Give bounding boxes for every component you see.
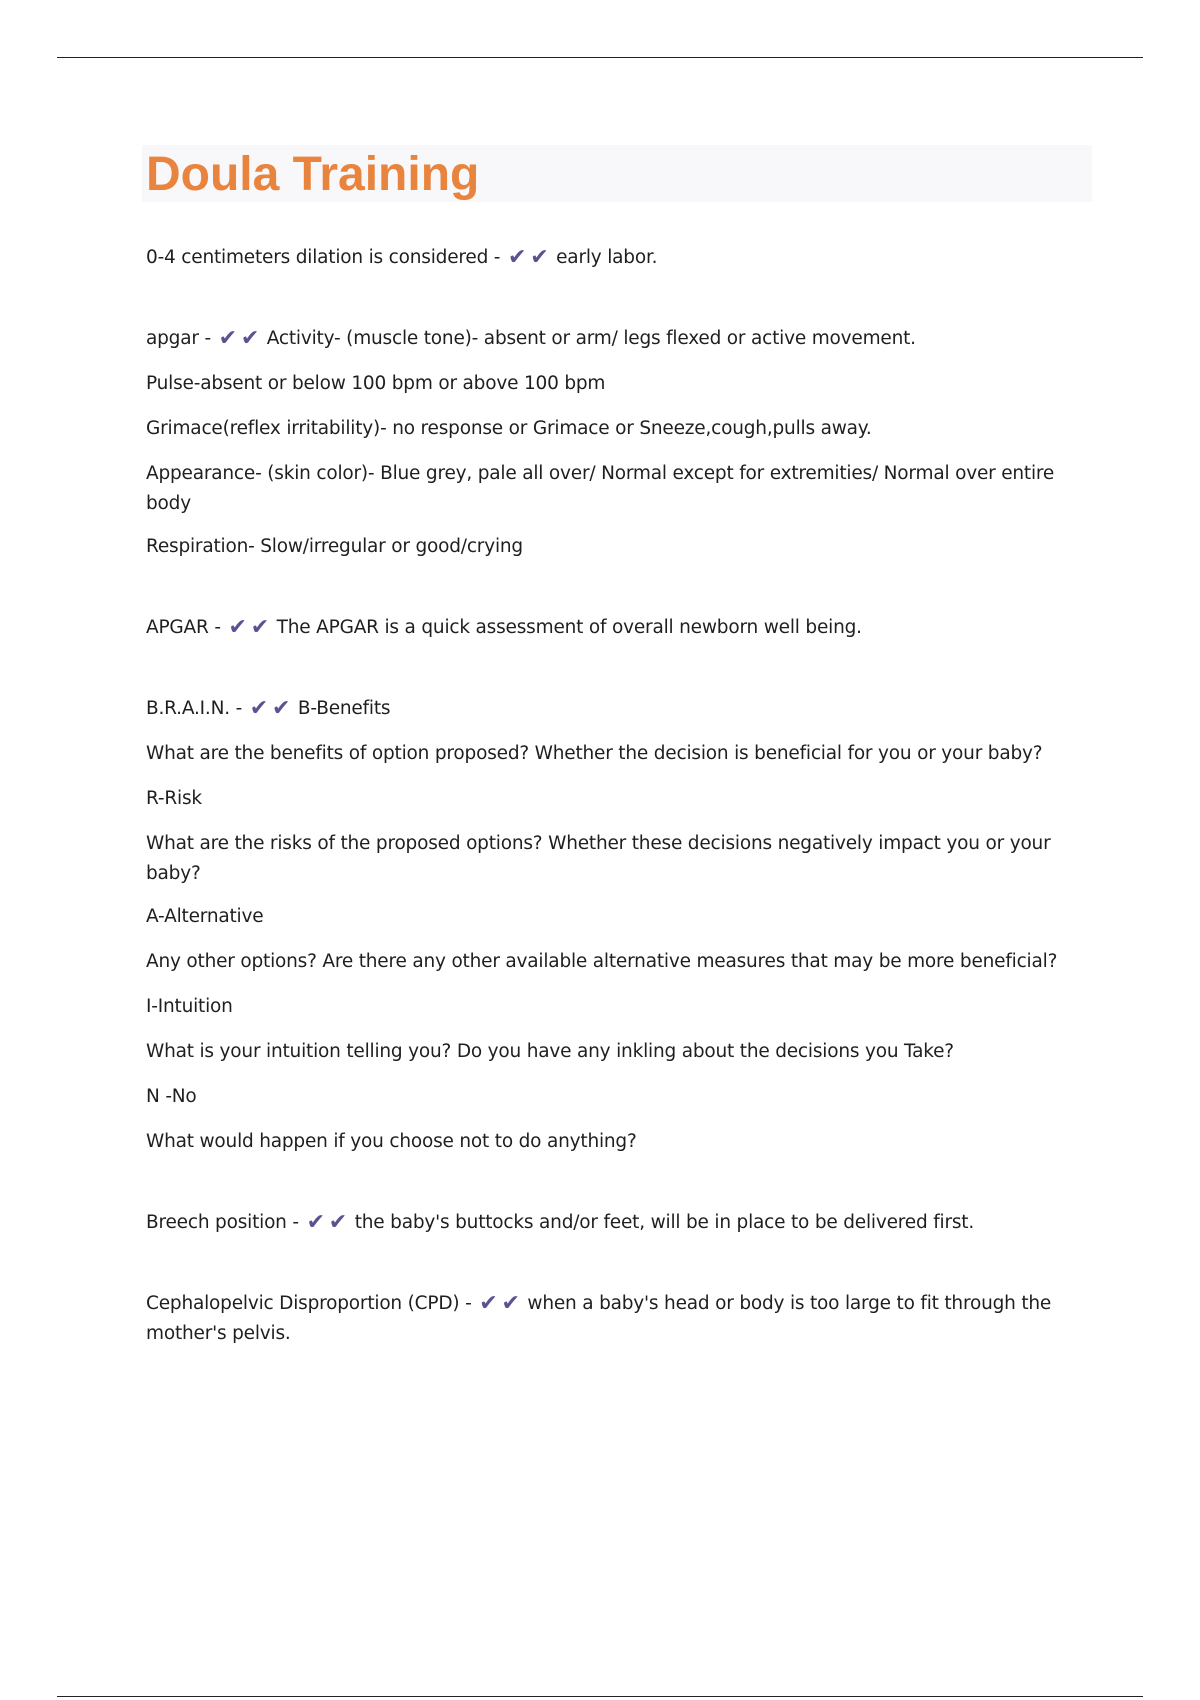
flashcard-answer: B-Benefits [297, 698, 391, 719]
check-icon: ✔ [249, 696, 268, 721]
flashcard-list [146, 243, 1066, 1349]
check-icon: ✔ [272, 696, 291, 721]
flashcard-question-line [146, 694, 1066, 724]
flashcard-cpd [146, 1289, 1066, 1349]
flashcard-detail: Grimace(reflex irritability)- no response or Grimace or Sneeze,cough,pulls away. [146, 418, 872, 439]
flashcard-detail: What are the risks of the proposed options? Whether these decisions negatively impact you or your baby? [146, 833, 1051, 884]
check-icon: ✔ [328, 1210, 348, 1235]
flashcard-breech [146, 1208, 1066, 1238]
flashcard-term: apgar - [146, 328, 211, 349]
flashcard-answer: The APGAR is a quick assessment of overall newborn well being. [276, 617, 862, 638]
flashcard-detail: Pulse-absent or below 100 bpm or above 100 bpm [146, 373, 606, 394]
check-icon: ✔ [228, 615, 247, 640]
flashcard-answer: when a baby's head or body is too large to fit through the mother's pelvis. [146, 1293, 1052, 1344]
flashcard-detail: What would happen if you choose not to do anything? [146, 1131, 637, 1152]
flashcard-answer: early labor. [556, 247, 658, 268]
flashcard-detail: N -No [146, 1086, 197, 1107]
check-icon: ✔ [501, 1291, 520, 1316]
flashcard-question-line [146, 324, 1066, 354]
flashcard-term: 0-4 centimeters dilation is considered - [146, 247, 501, 268]
flashcard-answer: Activity- (muscle tone)- absent or arm/ legs flexed or active movement. [266, 328, 916, 349]
flashcard-detail: A-Alternative [146, 906, 264, 927]
flashcard-detail: Respiration- Slow/irregular or good/crying [146, 536, 523, 557]
check-icon: ✔ [240, 326, 260, 351]
bottom-rule [57, 1696, 1143, 1697]
check-icon: ✔ [218, 326, 237, 351]
flashcard-term: APGAR - [146, 617, 221, 638]
document-title: Doula Training [146, 148, 480, 201]
flashcard-question-line [146, 1208, 1066, 1238]
flashcard-question-line [146, 1289, 1066, 1349]
flashcard-question-line [146, 243, 1066, 273]
flashcard-term: B.R.A.I.N. - [146, 698, 243, 719]
flashcard-apgar [146, 324, 1066, 562]
check-icon: ✔ [479, 1291, 498, 1316]
check-icon: ✔ [530, 245, 549, 270]
top-rule [57, 57, 1143, 58]
check-icon: ✔ [306, 1210, 325, 1235]
flashcard-term: Breech position - [146, 1212, 299, 1233]
flashcard-brain [146, 694, 1066, 1157]
flashcard-detail: Appearance- (skin color)- Blue grey, pale all over/ Normal except for extremities/ Normal over entire body [146, 463, 1055, 514]
flashcard-detail: I-Intuition [146, 996, 233, 1017]
flashcard-answer: the baby's buttocks and/or feet, will be in place to be delivered first. [354, 1212, 975, 1233]
flashcard-dilation [146, 243, 1066, 273]
flashcard-detail: What are the benefits of option proposed? Whether the decision is beneficial for you or your baby? [146, 743, 1043, 764]
flashcard-apgar-definition [146, 613, 1066, 643]
title-band [142, 145, 1092, 202]
flashcard-term: Cephalopelvic Disproportion (CPD) - [146, 1293, 472, 1314]
flashcard-detail: R-Risk [146, 788, 202, 809]
flashcard-detail: Any other options? Are there any other available alternative measures that may be more beneficial? [146, 951, 1058, 972]
flashcard-detail: What is your intuition telling you? Do you have any inkling about the decisions you Take? [146, 1041, 954, 1062]
check-icon: ✔ [250, 615, 269, 640]
check-icon: ✔ [507, 245, 527, 270]
flashcard-question-line [146, 613, 1066, 643]
